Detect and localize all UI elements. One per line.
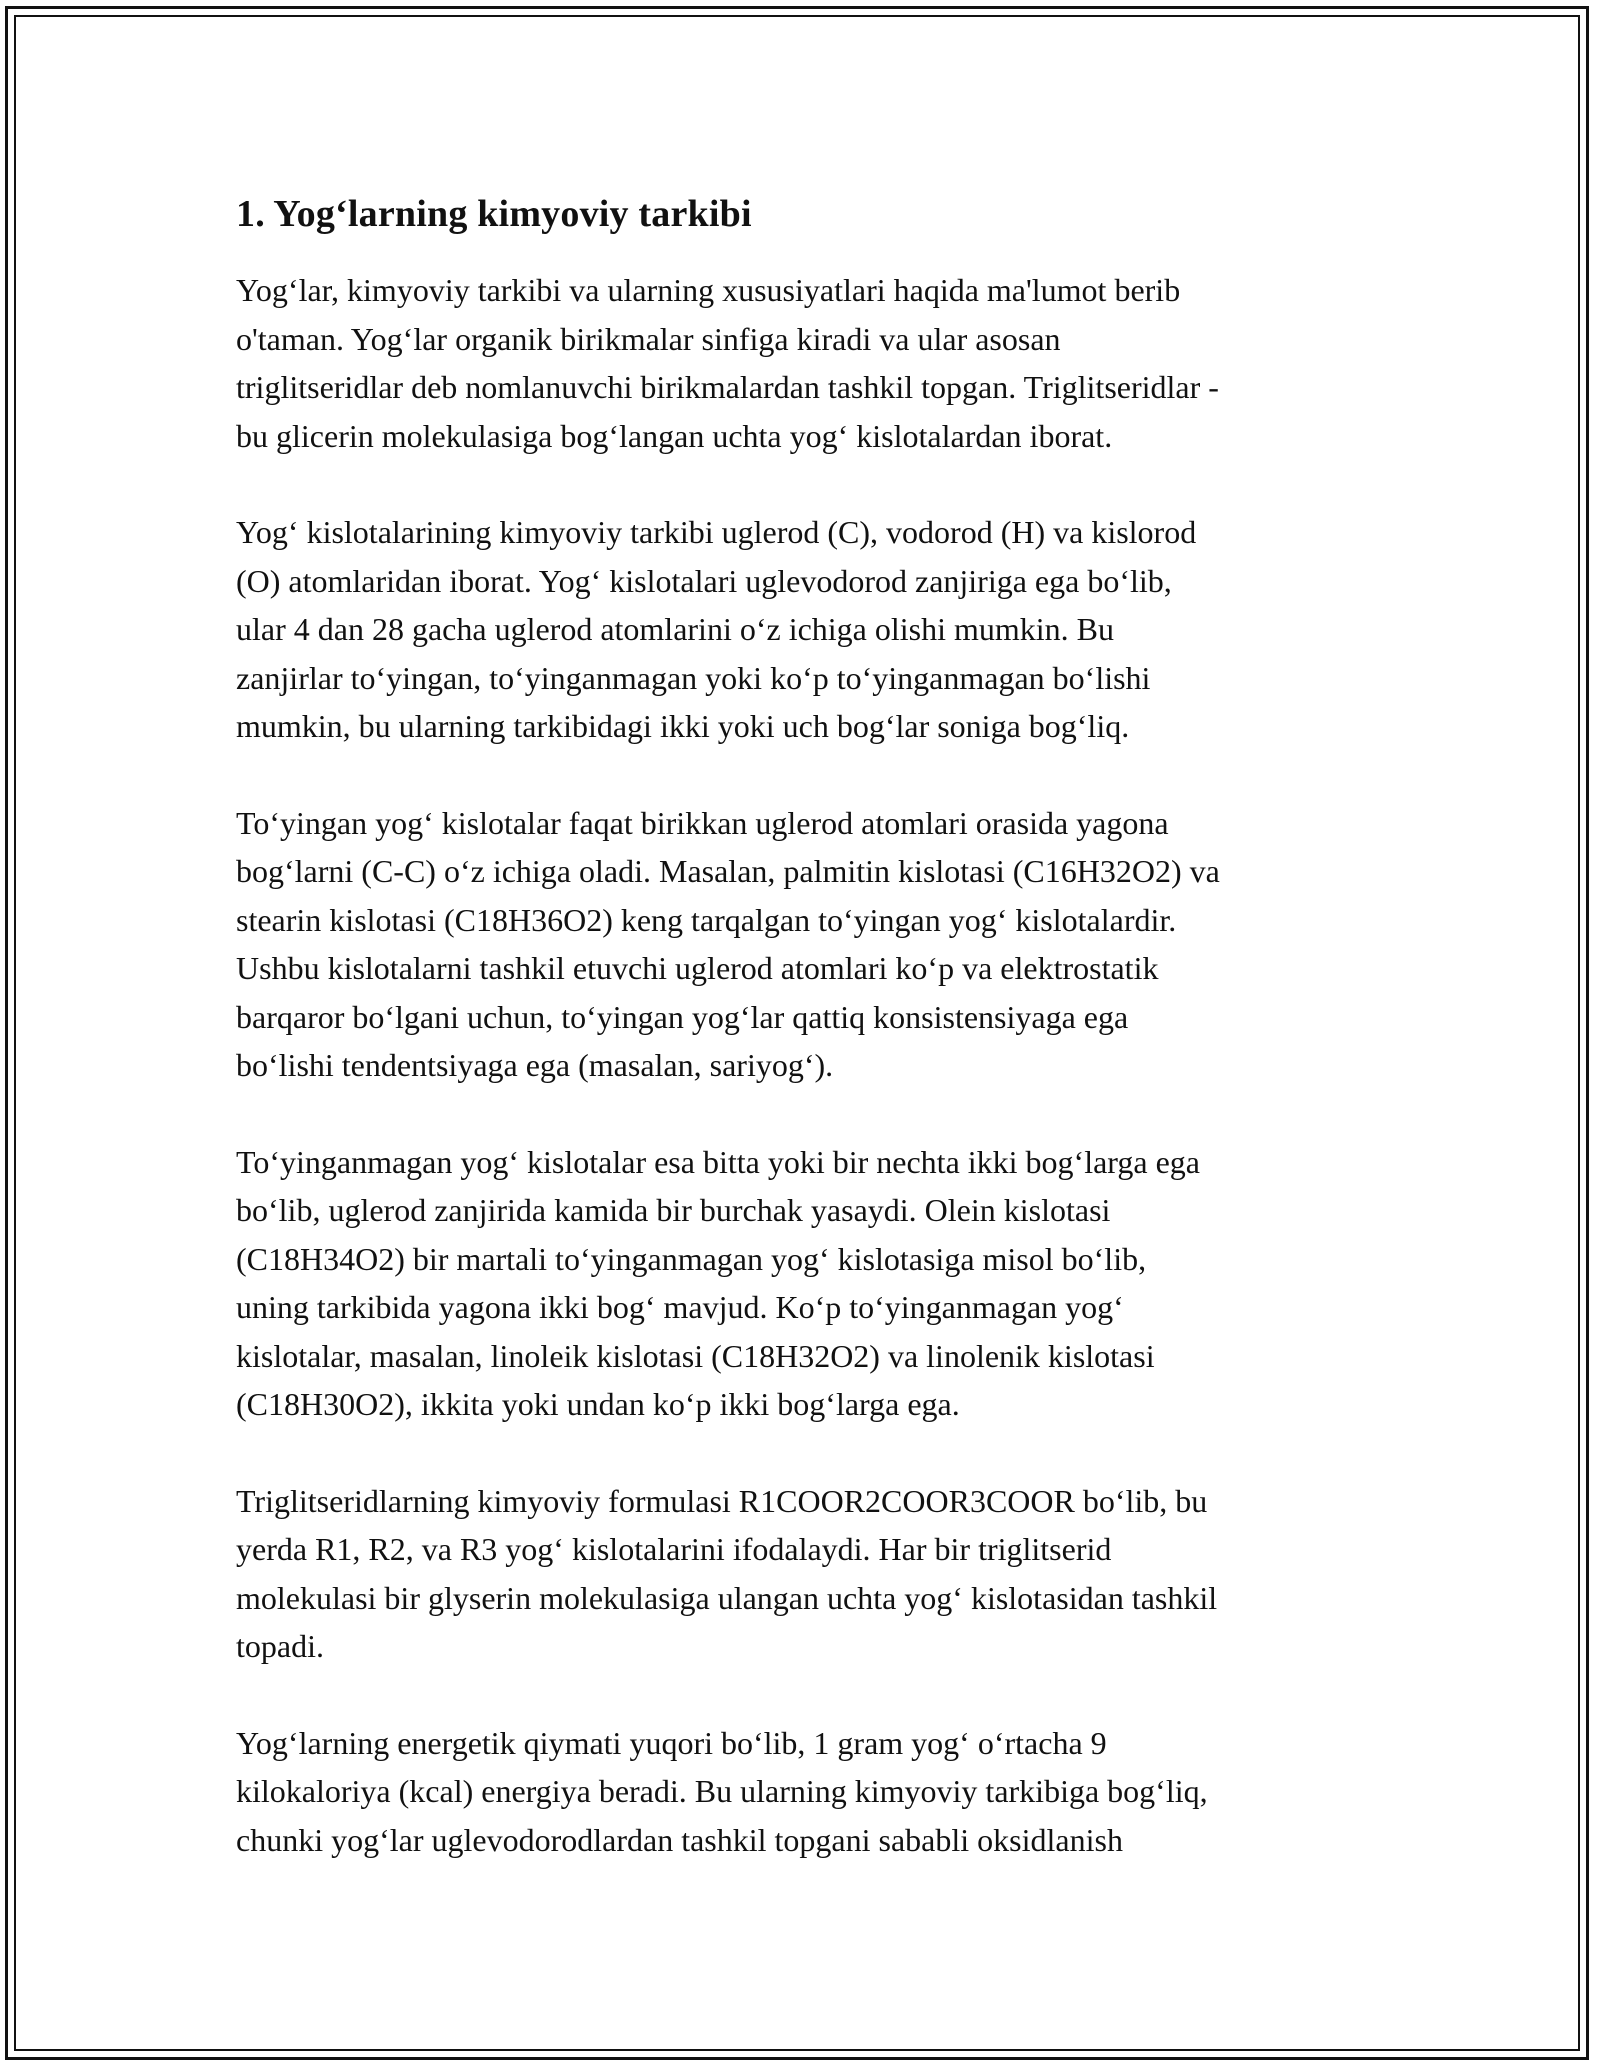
section-heading: 1. Yog‘larning kimyoviy tarkibi xyxy=(236,193,752,235)
document-body xyxy=(236,188,1376,1912)
paragraph-5: Triglitseridlarning kimyoviy formulasi R1COOR2COOR3COOR bo‘lib, bu yerda R1, R2, va R3 yog‘ kislotalarini ifodalaydi. Har bir triglitserid molekulasi bir glyserin molekulasiga ulangan uchta yog‘ kislotasidan tashkil topadi. xyxy=(236,1482,1218,1664)
paragraph-6: Yog‘larning energetik qiymati yuqori bo‘lib, 1 gram yog‘ o‘rtacha 9 kilokaloriya (kcal) energiya beradi. Bu ularning kimyoviy tarkibiga bog‘liq, chunki yog‘lar uglevodorodlardan tashkil topgani sababli oksidlanish xyxy=(236,1724,1208,1858)
paragraph-1: Yog‘lar, kimyoviy tarkibi va ularning xususiyatlari haqida ma'lumot berib o'taman. Yog‘lar organik birikmalar sinfiga kiradi va ular asosan triglitseridlar deb nomlanuvchi birikmalardan tashkil topgan. Triglitseridlar - bu glicerin molekulasiga bog‘langan uchta yog‘ kislotalardan iborat. xyxy=(236,272,1219,454)
paragraph-2: Yog‘ kislotalarining kimyoviy tarkibi uglerod (C), vodorod (H) va kislorod (O) atomlaridan iborat. Yog‘ kislotalari uglevodorod zanjiriga ega bo‘lib, ular 4 dan 28 gacha uglerod atomlarini o‘z ichiga olishi mumkin. Bu zanjirlar to‘yingan, to‘yinganmagan yoki ko‘p to‘yinganmagan bo‘lishi mumkin, bu ularning tarkibidagi ikki yoki uch bog‘lar soniga bog‘liq. xyxy=(236,514,1197,744)
paragraph-4: To‘yinganmagan yog‘ kislotalar esa bitta yoki bir nechta ikki bog‘larga ega bo‘lib, uglerod zanjirida kamida bir burchak yasaydi. Olein kislotasi (C18H34O2) bir martali to‘yinganmagan yog‘ kislotasiga misol bo‘lib, uning tarkibida yagona ikki bog‘ mavjud. Ko‘p to‘yinganmagan yog‘ kislotalar, masalan, linoleik kislotasi (C18H32O2) va linolenik kislotasi (C18H30O2), ikkita yoki undan ko‘p ikki bog‘larga ega. xyxy=(236,1143,1200,1422)
paragraph-3: To‘yingan yog‘ kislotalar faqat birikkan uglerod atomlari orasida yagona bog‘larni (C-C) o‘z ichiga oladi. Masalan, palmitin kislotasi (C16H32O2) va stearin kislotasi (C18H36O2) keng tarqalgan to‘yingan yog‘ kislotalardir. Ushbu kislotalarni tashkil etuvchi uglerod atomlari ko‘p va elektrostatik barqaror bo‘lgani uchun, to‘yingan yog‘lar qattiq konsistensiyaga ega bo‘lishi tendentsiyaga ega (masalan, sariyog‘). xyxy=(236,804,1220,1083)
